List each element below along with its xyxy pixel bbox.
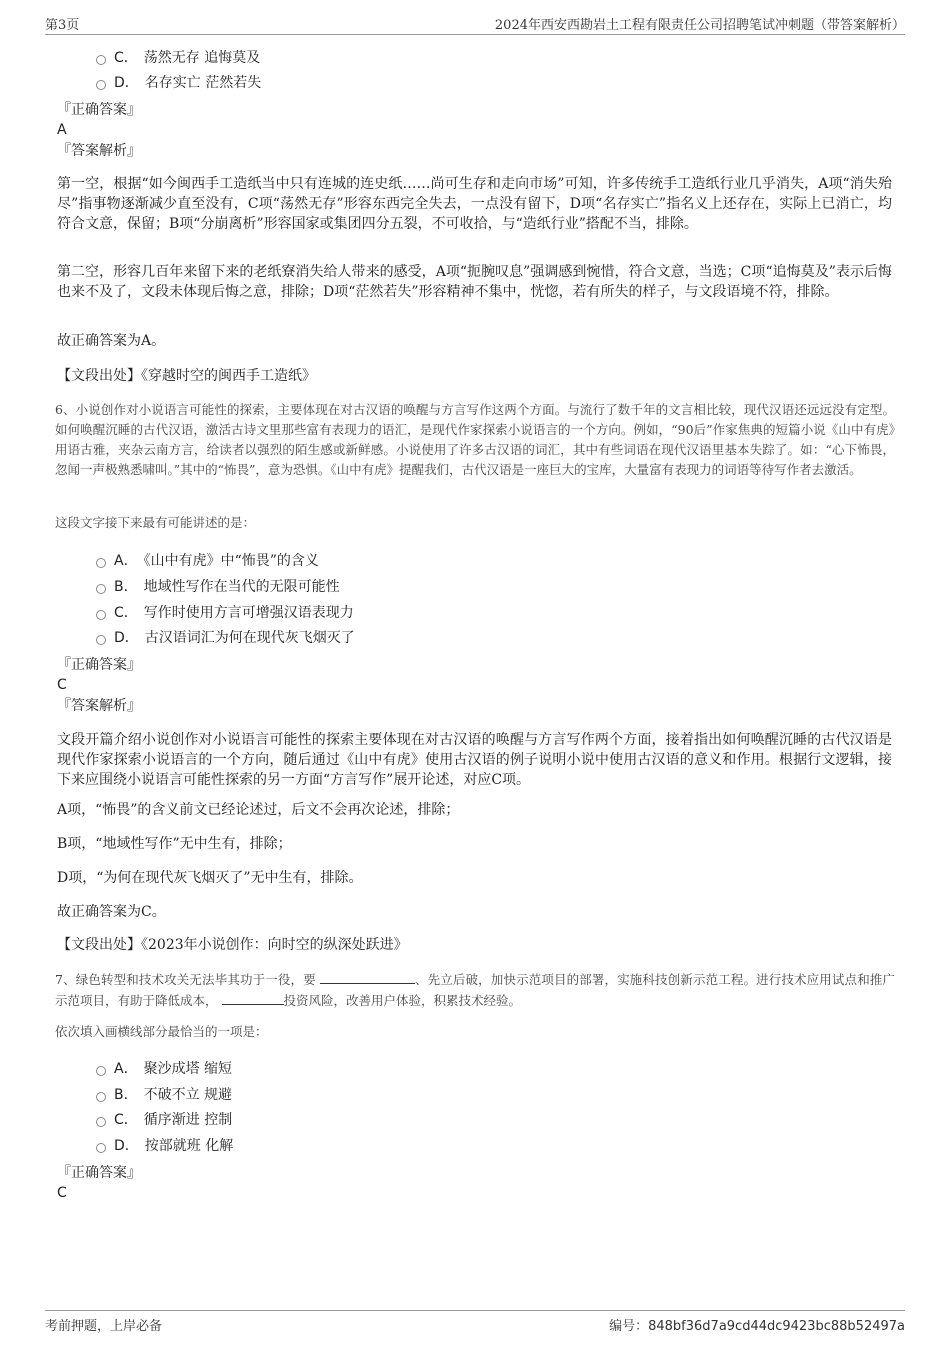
radio-icon[interactable] — [96, 55, 106, 65]
q6-option-c[interactable]: C． 写作时使用方言可增强汉语表现力 — [96, 603, 354, 623]
q7-option-c[interactable]: C． 循序渐进 控制 — [96, 1110, 232, 1130]
q6-analysis-option-b: B项，“地域性写作”无中生有，排除； — [57, 836, 292, 852]
q6-question: 6、小说创作对小说语言可能性的探索，主要体现在对古汉语的唤醒与方言写作这两个方面。与流行了数千年的文言相比较，现代汉语还远远没有定型。如何唤醒沉睡的古代汉语，激活古诗文里那些富有表现力的语汇，是现代作家探索小说语言的一个方向。例如，“90后”作家焦典的短篇小说《山中有虎》用语古雅，夹杂云南方言，给读者以强烈的陌生感或新鲜感。小说使用了许多古汉语的词汇，其中有些词语在现代汉语里基本失踪了。如：“心下怖畏，忽闻一声极熟悉啸叫。”其中的“怖畏”，意为恐惧。《山中有虎》提醒我们，古代汉语是一座巨大的宝库，大量富有表现力的词语等待写作者去激活。 — [55, 402, 895, 477]
page-number: 第3页 — [45, 18, 80, 33]
q5-option-c[interactable]: C． 荡然无存 追悔莫及 — [96, 48, 260, 68]
q7-answer: C — [57, 1185, 67, 1201]
q7-option-a[interactable]: A． 聚沙成塔 缩短 — [96, 1059, 232, 1079]
radio-icon[interactable] — [96, 558, 106, 568]
q7-option-d[interactable]: D． 按部就班 化解 — [96, 1136, 233, 1156]
radio-icon[interactable] — [96, 610, 106, 620]
page-footer — [45, 1310, 905, 1337]
q6-source: 【文段出处】《2023年小说创作：向时空的纵深处跃进》 — [57, 937, 408, 953]
document-title: 2024年西安西勘岩土工程有限责任公司招聘笔试冲刺题（带答案解析） — [494, 18, 905, 33]
q6-prompt: 这段文字接下来最有可能讲述的是： — [55, 515, 256, 530]
document-code — [609, 1315, 905, 1334]
code-value: 848bf36d7a9cd44dc9423bc88b52497a — [648, 1319, 905, 1334]
q6-option-b[interactable]: B． 地域性写作在当代的无限可能性 — [96, 577, 340, 597]
q7-question: 7、绿色转型和技术攻关无法毕其功于一役，要 、先立后破，加快示范项目的部署，实施科技创新示范工程。进行技术应用试点和推广示范项目，有助于降低成本， 投资风险，改善用户体验，积累技术经验。 — [55, 969, 895, 1011]
q5-analysis-para-1: 第一空，根据“如今闽西手工造纸当中只有连城的连史纸……尚可生存和走向市场”可知，许多传统手工造纸行业几乎消失，A项“消失殆尽”指事物逐渐减少直至没有，C项“荡然无存”形容东西完全失去，一点没有留下，D项“名存实亡”指名义上还存在，实际上已消亡，均符合文意，保留；B项“分崩离析”形容国家或集团四分五裂，不可收拾，与“造纸行业”搭配不当，排除。 — [57, 176, 892, 232]
q5-option-d[interactable]: D． 名存实亡 茫然若失 — [96, 73, 261, 93]
q5-answer: A — [57, 122, 67, 138]
q6-option-d[interactable]: D． 古汉语词汇为何在现代灰飞烟灭了 — [96, 628, 355, 648]
q6-analysis-option-d: D项，“为何在现代灰飞烟灭了”无中生有，排除。 — [57, 870, 363, 886]
q5-source: 【文段出处】《穿越时空的闽西手工造纸》 — [57, 368, 316, 384]
radio-icon[interactable] — [96, 80, 106, 90]
q6-answer-label: 『正确答案』 — [57, 657, 141, 673]
fill-blank-1 — [320, 969, 415, 984]
radio-icon[interactable] — [96, 1092, 106, 1102]
radio-icon[interactable] — [96, 584, 106, 594]
footer-slogan: 考前押题，上岸必备 — [45, 1319, 163, 1334]
q5-analysis-conclusion: 故正确答案为A。 — [57, 333, 166, 349]
q6-analysis-option-a: A项，“怖畏”的含义前文已经论述过，后文不会再次论述，排除； — [57, 802, 460, 818]
radio-icon[interactable] — [96, 1066, 106, 1076]
q7-option-b[interactable]: B． 不破不立 规避 — [96, 1085, 232, 1105]
q6-analysis-label: 『答案解析』 — [57, 698, 141, 714]
q6-option-a[interactable]: A． 《山中有虎》中“怖畏”的含义 — [96, 551, 319, 571]
q7-prompt: 依次填入画横线部分最恰当的一项是： — [55, 1024, 268, 1039]
radio-icon[interactable] — [96, 635, 106, 645]
code-label: 编号： — [609, 1319, 649, 1334]
q6-analysis-para-1: 文段开篇介绍小说创作对小说语言可能性的探索主要体现在对古汉语的唤醒与方言写作两个方面，接着指出如何唤醒沉睡的古代汉语是现代作家探索小说语言的一个方向，随后通过《山中有虎》使用古汉语的例子说明小说中使用古汉语的意义和作用。根据行文逻辑，接下来应围绕小说语言可能性探索的另一方面“方言写作”展开论述，对应C项。 — [57, 732, 892, 788]
q6-answer: C — [57, 677, 67, 693]
q7-answer-label: 『正确答案』 — [57, 1165, 141, 1181]
radio-icon[interactable] — [96, 1117, 106, 1127]
q6-analysis-conclusion: 故正确答案为C。 — [57, 904, 166, 920]
radio-icon[interactable] — [96, 1143, 106, 1153]
fill-blank-2 — [222, 990, 284, 1005]
q5-answer-label: 『正确答案』 — [57, 102, 141, 118]
page-header — [45, 14, 905, 35]
q5-analysis-para-2: 第二空，形容几百年来留下来的老纸寮消失给人带来的感受，A项“扼腕叹息”强调感到惋惜，符合文意，当选；C项“追悔莫及”表示后悔也来不及了，文段未体现后悔之意，排除；D项“茫然若失”形容精神不集中，恍惚，若有所失的样子，与文段语境不符，排除。 — [57, 264, 892, 300]
q5-analysis-label: 『答案解析』 — [57, 143, 141, 159]
